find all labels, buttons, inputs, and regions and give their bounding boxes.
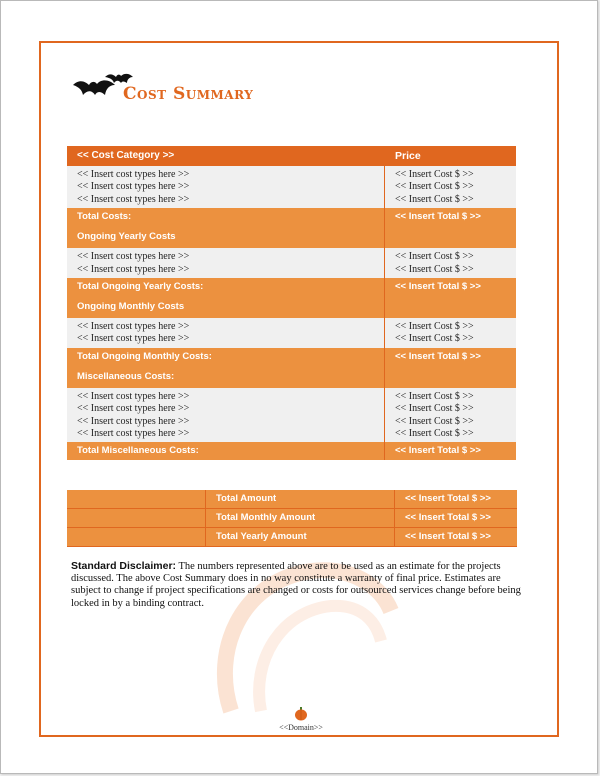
cost-item-price[interactable]: << Insert Cost $ >> bbox=[385, 388, 517, 403]
cost-item-price[interactable]: << Insert Cost $ >> bbox=[385, 428, 517, 442]
section-total-value[interactable]: << Insert Total $ >> bbox=[385, 348, 517, 366]
disclaimer bbox=[71, 560, 521, 610]
cost-item-price[interactable]: << Insert Cost $ >> bbox=[385, 416, 517, 428]
cost-item-label[interactable]: << Insert cost types here >> bbox=[67, 194, 385, 208]
summary-value[interactable]: << Insert Total $ >> bbox=[395, 490, 518, 509]
disclaimer-text: The numbers represented above are to be used as an estimate for the projects discussed. The above Cost Summary does in no way constitute a warranty of final price. Estimates are subject to change if project specifications are changed or costs for outsourced services change before being locked in by a binding contract. bbox=[71, 561, 521, 609]
summary-spacer bbox=[67, 528, 206, 547]
section-total-value[interactable]: << Insert Total $ >> bbox=[385, 208, 517, 226]
cost-item-price[interactable]: << Insert Cost $ >> bbox=[385, 403, 517, 415]
table-header-row bbox=[67, 146, 516, 166]
cost-item-label[interactable]: << Insert cost types here >> bbox=[67, 388, 385, 403]
section-heading-row bbox=[67, 296, 516, 318]
header-price: Price bbox=[385, 146, 517, 166]
cost-item-label[interactable]: << Insert cost types here >> bbox=[67, 428, 385, 442]
disclaimer-heading: Standard Disclaimer: bbox=[71, 560, 177, 572]
cost-item-label[interactable]: << Insert cost types here >> bbox=[67, 264, 385, 278]
summary-table bbox=[67, 490, 517, 547]
section-heading-blank bbox=[385, 366, 517, 388]
cost-item-label[interactable]: << Insert cost types here >> bbox=[67, 248, 385, 263]
cost-table bbox=[67, 146, 516, 460]
cost-item-label[interactable]: << Insert cost types here >> bbox=[67, 318, 385, 333]
cost-item-price[interactable]: << Insert Cost $ >> bbox=[385, 248, 517, 263]
cost-item-row bbox=[67, 166, 516, 181]
section-heading-blank bbox=[385, 226, 517, 248]
section-total-row bbox=[67, 208, 516, 226]
pumpkin-icon bbox=[294, 707, 308, 721]
summary-spacer bbox=[67, 490, 206, 509]
cost-item-row bbox=[67, 264, 516, 278]
section-total-value[interactable]: << Insert Total $ >> bbox=[385, 442, 517, 460]
summary-value[interactable]: << Insert Total $ >> bbox=[395, 528, 518, 547]
summary-label: Total Monthly Amount bbox=[206, 509, 395, 528]
cost-item-row bbox=[67, 416, 516, 428]
summary-value[interactable]: << Insert Total $ >> bbox=[395, 509, 518, 528]
cost-item-row bbox=[67, 333, 516, 347]
cost-item-label[interactable]: << Insert cost types here >> bbox=[67, 166, 385, 181]
cost-item-price[interactable]: << Insert Cost $ >> bbox=[385, 181, 517, 193]
cost-item-label[interactable]: << Insert cost types here >> bbox=[67, 416, 385, 428]
section-heading: Ongoing Yearly Costs bbox=[67, 226, 385, 248]
section-total-row bbox=[67, 278, 516, 296]
section-total-label: Total Ongoing Yearly Costs: bbox=[67, 278, 385, 296]
summary-row bbox=[67, 509, 517, 528]
footer-domain: <<Domain>> bbox=[279, 723, 323, 732]
cost-item-row bbox=[67, 318, 516, 333]
summary-spacer bbox=[67, 509, 206, 528]
cost-item-price[interactable]: << Insert Cost $ >> bbox=[385, 333, 517, 347]
summary-row bbox=[67, 528, 517, 547]
section-heading-blank bbox=[385, 296, 517, 318]
cost-item-row bbox=[67, 248, 516, 263]
section-heading-row bbox=[67, 226, 516, 248]
cost-item-row bbox=[67, 181, 516, 193]
summary-label: Total Yearly Amount bbox=[206, 528, 395, 547]
section-total-row bbox=[67, 348, 516, 366]
cost-item-price[interactable]: << Insert Cost $ >> bbox=[385, 318, 517, 333]
section-heading: Miscellaneous Costs: bbox=[67, 366, 385, 388]
section-total-row bbox=[67, 442, 516, 460]
cost-item-price[interactable]: << Insert Cost $ >> bbox=[385, 166, 517, 181]
cost-item-row bbox=[67, 194, 516, 208]
cost-item-price[interactable]: << Insert Cost $ >> bbox=[385, 264, 517, 278]
cost-item-label[interactable]: << Insert cost types here >> bbox=[67, 403, 385, 415]
section-heading: Ongoing Monthly Costs bbox=[67, 296, 385, 318]
section-total-value[interactable]: << Insert Total $ >> bbox=[385, 278, 517, 296]
cost-item-row bbox=[67, 428, 516, 442]
cost-item-label[interactable]: << Insert cost types here >> bbox=[67, 181, 385, 193]
section-total-label: Total Costs: bbox=[67, 208, 385, 226]
summary-row bbox=[67, 490, 517, 509]
cost-item-row bbox=[67, 388, 516, 403]
section-total-label: Total Ongoing Monthly Costs: bbox=[67, 348, 385, 366]
header-category: << Cost Category >> bbox=[67, 146, 385, 166]
summary-label: Total Amount bbox=[206, 490, 395, 509]
section-heading-row bbox=[67, 366, 516, 388]
page-title: Cost Summary bbox=[123, 84, 254, 104]
section-total-label: Total Miscellaneous Costs: bbox=[67, 442, 385, 460]
cost-item-row bbox=[67, 403, 516, 415]
cost-item-label[interactable]: << Insert cost types here >> bbox=[67, 333, 385, 347]
cost-item-price[interactable]: << Insert Cost $ >> bbox=[385, 194, 517, 208]
